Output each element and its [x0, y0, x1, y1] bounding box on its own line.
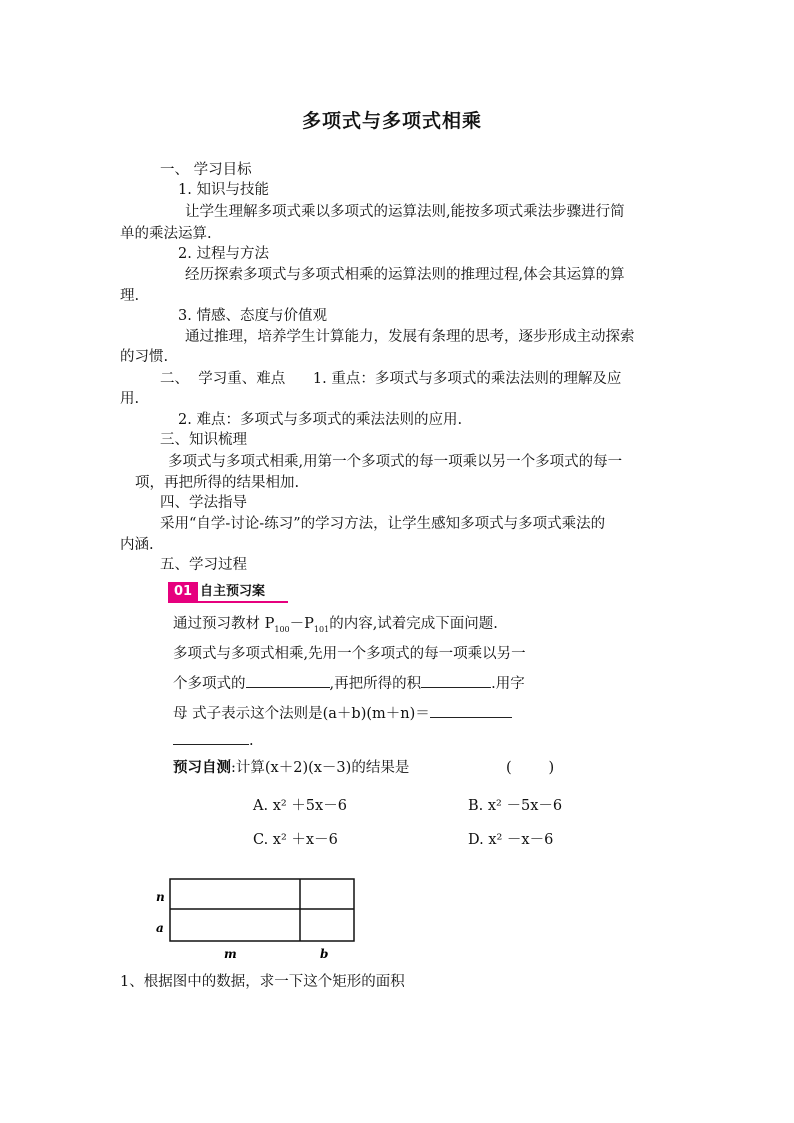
self-test-paren: ( ) — [506, 760, 555, 776]
preview-line4 — [173, 703, 512, 724]
section-4-heading: 四、学法指导 — [160, 495, 247, 511]
preview-line1-pre: 通过预习教材 P — [173, 616, 275, 632]
banner-label: 自主预习案 — [200, 584, 266, 599]
preview-line5 — [173, 730, 254, 751]
preview-line3-c: .用字 — [491, 676, 525, 692]
preview-line1-mid: －P — [289, 616, 314, 632]
preview-line3 — [173, 673, 525, 694]
self-test-text: :计算(x＋2)(x－3)的结果是 — [231, 760, 410, 776]
banner-underline — [168, 601, 288, 603]
preview-banner — [168, 582, 288, 602]
self-test-line — [173, 758, 409, 778]
section-1-1-line2: 单的乘法运算. — [120, 226, 212, 242]
answer-blank-2[interactable] — [421, 673, 491, 688]
section-3-line1: 多项式与多项式相乘,用第一个多项式的每一项乘以另一个多项式的每一 — [168, 454, 623, 470]
preview-line3-a: 个多项式的 — [173, 676, 246, 692]
section-1-3-line2: 的习惯. — [120, 349, 169, 365]
section-1-2-line1: 经历探索多项式与多项式相乘的运算法则的推理过程,体会其运算的算 — [185, 267, 625, 283]
section-5-heading: 五、学习过程 — [160, 557, 247, 573]
rectangle-figure — [150, 870, 365, 965]
answer-blank-1[interactable] — [246, 673, 330, 688]
section-1-2-heading: 2. 过程与方法 — [178, 246, 269, 262]
preview-line1 — [173, 614, 498, 640]
label-a: a — [156, 921, 164, 935]
preview-line2: 多项式与多项式相乘,先用一个多项式的每一项乘以另一 — [173, 646, 526, 662]
section-1-2-line2: 理. — [120, 288, 140, 304]
section-2-line1: 二、 学习重、难点 1. 重点：多项式与多项式的乘法法则的理解及应 — [160, 371, 622, 387]
preview-line1-post: 的内容,试着完成下面问题. — [329, 616, 498, 632]
option-c[interactable]: C. x² ＋x－6 — [253, 832, 338, 848]
answer-blank-4[interactable] — [173, 730, 249, 745]
section-1-1-heading: 1. 知识与技能 — [178, 182, 269, 198]
option-d[interactable]: D. x² －x－6 — [468, 832, 554, 848]
page-sub-100: 100 — [274, 624, 290, 634]
section-1-3-line1: 通过推理，培养学生计算能力，发展有条理的思考，逐步形成主动探索 — [185, 329, 635, 345]
section-2-line3: 2. 难点：多项式与多项式的乘法法则的应用. — [178, 412, 463, 428]
section-1-3-heading: 3. 情感、态度与价值观 — [178, 308, 327, 324]
section-1-heading: 一、 学习目标 — [160, 162, 252, 178]
section-1-1-line1: 让学生理解多项式乘以多项式的运算法则,能按多项式乘法步骤进行简 — [185, 204, 625, 220]
page-sub-101: 101 — [313, 624, 330, 634]
section-4-line2: 内涵. — [120, 537, 154, 553]
self-test-label: 预习自测 — [173, 759, 231, 776]
option-a[interactable]: A. x² ＋5x－6 — [253, 798, 347, 814]
preview-line5-end: . — [249, 733, 254, 749]
label-m: m — [224, 947, 237, 961]
section-3-heading: 三、知识梳理 — [160, 432, 247, 448]
preview-line4-text: 母 式子表示这个法则是(a＋b)(m＋n)＝ — [173, 706, 430, 722]
banner-number: 01 — [168, 582, 198, 602]
preview-line3-b: ,再把所得的积 — [329, 676, 422, 692]
label-b: b — [320, 947, 329, 961]
section-2-line2: 用. — [120, 391, 140, 407]
answer-blank-3[interactable] — [430, 703, 512, 718]
question-1: 1、根据图中的数据，求一下这个矩形的面积 — [120, 974, 405, 990]
page-title: 多项式与多项式相乘 — [302, 110, 483, 132]
outer-rectangle — [170, 879, 354, 941]
label-n: n — [156, 890, 165, 904]
section-4-line1: 采用“自学-讨论-练习”的学习方法，让学生感知多项式与多项式乘法的 — [160, 516, 606, 532]
option-b[interactable]: B. x² －5x－6 — [468, 798, 563, 814]
section-3-line2: 项，再把所得的结果相加. — [135, 475, 300, 491]
